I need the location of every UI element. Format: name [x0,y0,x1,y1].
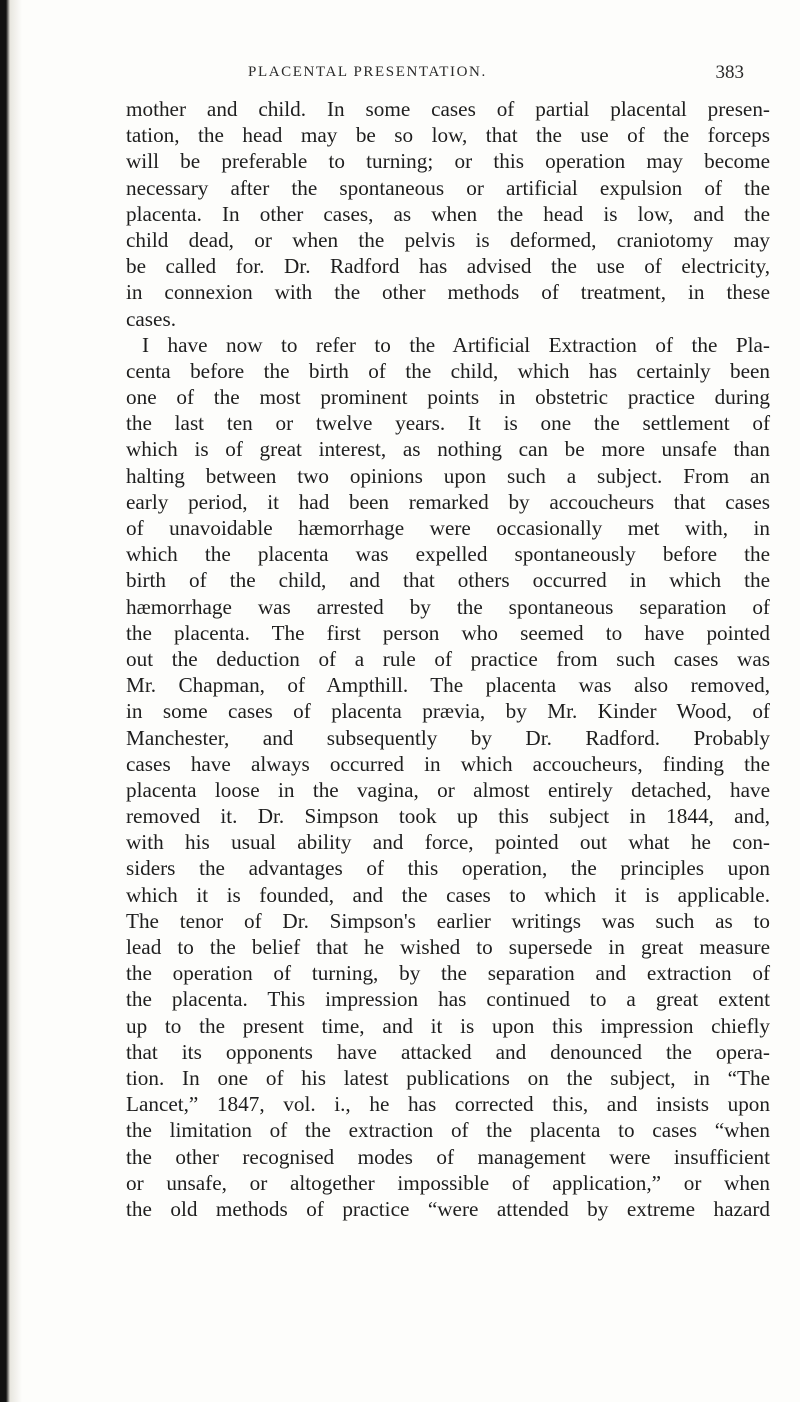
page-number: 383 [715,62,744,83]
text-line: placenta loose in the vagina, or almost entirely detached, have [126,777,770,802]
text-line: halting between two opinions upon such a subject. From an [126,463,770,488]
text-line: the last ten or twelve years. It is one the settlement of [126,411,770,436]
text-line: that its opponents have attacked and denounced the opera- [126,1039,770,1064]
text-line: lead to the belief that he wished to supersede in great measure [126,935,770,959]
text-line: Manchester, and subsequently by Dr. Radford. Probably [126,725,770,750]
text-line: the old methods of practice “were attended by extreme hazard [126,1196,770,1221]
text-line: early period, it had been remarked by accoucheurs that cases [126,489,770,514]
text-line: Lancet,” 1847, vol. i., he has corrected this, and insists upon [126,1092,770,1117]
text-line: the placenta. The first person who seemed to have pointed [126,620,770,645]
text-line: the operation of turning, by the separation and extraction of [126,961,770,986]
body-text [126,96,770,1222]
text-line: hæmorrhage was arrested by the spontaneous separation of [126,594,770,619]
text-line: siders the advantages of this operation, the principles upon [126,856,770,881]
text-line: the other recognised modes of management were insufficient [126,1144,770,1169]
text-line: of unavoidable hæmorrhage were occasionally met with, in [126,516,770,540]
text-line: will be preferable to turning; or this operation may become [126,149,770,174]
text-line: in connexion with the other methods of treatment, in these [126,280,770,305]
text-line: Mr. Chapman, of Ampthill. The placenta was also removed, [126,673,770,698]
text-line: mother and child. In some cases of partial placental presen- [126,97,770,121]
text-line: or unsafe, or altogether impossible of application,” or when [126,1170,770,1195]
text-line: one of the most prominent points in obstetric practice during [126,385,770,410]
text-line: the limitation of the extraction of the placenta to cases “when [126,1118,770,1143]
text-line: which is of great interest, as nothing can be more unsafe than [126,437,770,462]
text-line: up to the present time, and it is upon this impression chiefly [126,1013,770,1038]
text-line: tion. In one of his latest publications on the subject, in “The [126,1065,770,1090]
page-header [108,64,764,88]
paragraph-start-line: I have now to refer to the Artificial Extraction of the Pla- [142,332,770,357]
text-line: removed it. Dr. Simpson took up this subject in 1844, and, [126,804,770,829]
text-line: The tenor of Dr. Simpson's earlier writings was such as to [126,908,770,933]
binding-edge-shadow [0,0,22,1402]
text-line: cases have always occurred in which accoucheurs, finding the [126,751,770,776]
text-line: which the placenta was expelled spontaneously before the [126,542,770,567]
text-line: out the deduction of a rule of practice from such cases was [126,646,770,671]
text-line: the placenta. This impression has continued to a great extent [126,987,770,1012]
text-line: in some cases of placenta prævia, by Mr. Kinder Wood, of [126,699,770,724]
text-line: be called for. Dr. Radford has advised the use of electricity, [126,254,770,279]
text-line: with his usual ability and force, pointed out what he con- [126,830,770,855]
text-line: cases. [126,306,176,331]
text-line: necessary after the spontaneous or artificial expulsion of the [126,175,770,200]
running-title: PLACENTAL PRESENTATION. [248,64,487,80]
text-line: placenta. In other cases, as when the head is low, and the [126,201,770,226]
text-line: tation, the head may be so low, that the use of the forceps [126,123,770,148]
text-line: centa before the birth of the child, which has certainly been [126,358,770,383]
text-line: child dead, or when the pelvis is deformed, craniotomy may [126,227,770,252]
text-line: birth of the child, and that others occurred in which the [126,568,770,593]
text-line: which it is founded, and the cases to which it is applicable. [126,882,770,907]
